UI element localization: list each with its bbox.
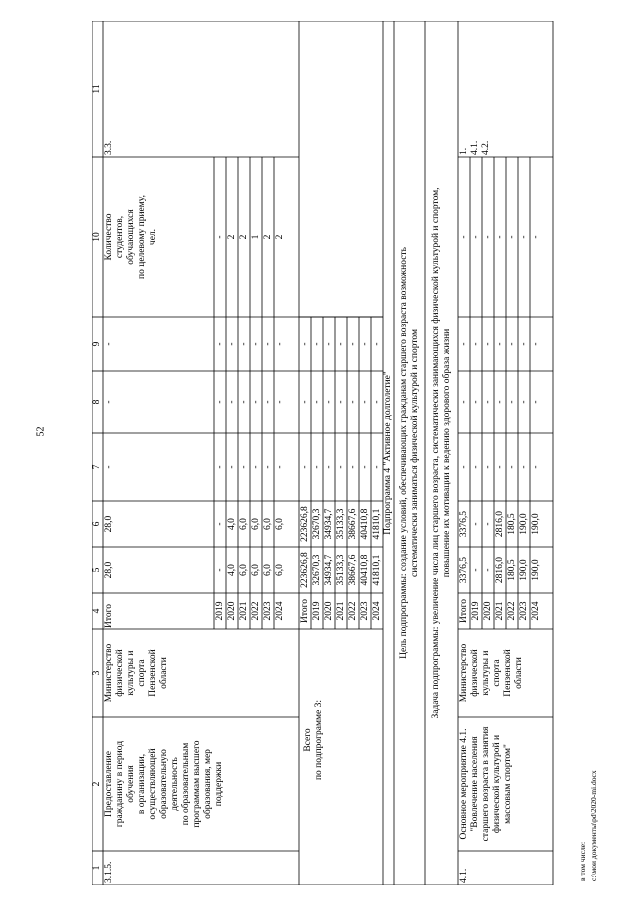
column-number: 7 [92,464,102,470]
row-year: 2020 [324,601,334,621]
value-col7: - [471,465,481,469]
value-col6: - [483,522,493,526]
value-col5: 28,0 [104,561,114,579]
in-that-number-label: в том числе: [578,841,587,881]
column-number: 6 [92,521,102,527]
value-col6: 41810,1 [372,508,382,540]
value-col9: - [519,342,529,346]
row-year: 2019 [215,601,225,621]
row-year: 2024 [372,601,382,621]
row-year: 2022 [348,601,358,621]
value-col8: - [104,400,114,404]
value-col8: - [495,400,505,404]
row-reference: 3.3. [104,140,114,155]
value-col8: - [372,400,382,404]
value-col6: 35133,3 [336,508,346,540]
value-col5: 34934,7 [324,554,334,586]
value-col5: 6,0 [239,564,249,576]
value-col7: - [324,465,334,469]
row-year: 2021 [495,601,505,621]
value-col6: 32670,3 [312,508,322,540]
value-col8: - [275,400,285,404]
value-col6: 6,0 [275,518,285,530]
value-col9: - [507,342,517,346]
column-number: 2 [92,781,102,787]
value-col10: - [519,235,529,239]
value-col9: - [312,342,322,346]
subprogram4-title: Подпрограмма 4 "Активное долголетие" [383,371,393,535]
value-col7: - [372,465,382,469]
value-col7: - [227,465,237,469]
value-col5: 190,0 [531,559,541,581]
value-col8: - [360,400,370,404]
value-col6: 6,0 [263,518,273,530]
value-col5: 6,0 [263,564,273,576]
value-col5: 41810,1 [372,554,382,586]
value-col8: - [519,400,529,404]
value-col6: 34934,7 [324,508,334,540]
value-col5: 223626,8 [300,552,310,588]
row-year: 2020 [227,601,237,621]
value-col9: - [324,342,334,346]
value-col6: 28,0 [104,515,114,533]
value-col9: - [495,342,505,346]
value-col6: - [215,522,225,526]
value-col9: - [215,342,225,346]
value-col8: - [215,400,225,404]
subprogram-task: Задача подпрограммы: увеличение числа лиц старшего возраста, систематически занимающихся физической культурой и спортом, повышение их мотивации к ведению здорового образа жизни [431,187,452,719]
value-col6: 3376,5 [459,510,469,538]
value-col6: 190,0 [531,513,541,535]
value-col9: - [483,342,493,346]
value-col10: - [215,235,225,239]
value-col10: - [483,235,493,239]
rotated-page-content [92,21,602,885]
value-col6: 40410,8 [360,508,370,540]
column-number: 4 [92,608,102,614]
value-col9: - [300,342,310,346]
value-col9: - [360,342,370,346]
value-col9: - [471,342,481,346]
row-year: Итого [104,603,114,628]
value-col10: 2 [227,234,237,240]
row-year: 2021 [336,601,346,621]
value-col7: - [459,465,469,469]
row-indicator: Количество студентов, обучающихся по целевому приему, чел. [104,195,158,279]
value-col8: - [348,400,358,404]
value-col9: - [348,342,358,346]
value-col6: 38667,6 [348,508,358,540]
value-col10: - [507,235,517,239]
value-col8: - [251,400,261,404]
value-col8: - [336,400,346,404]
value-col7: - [275,465,285,469]
value-col10: - [471,235,481,239]
row-year: 2024 [531,601,541,621]
value-col7: - [251,465,261,469]
value-col9: - [239,342,249,346]
value-col7: - [519,465,529,469]
value-col8: - [471,400,481,404]
row-year: 2019 [471,601,481,621]
value-col7: - [215,465,225,469]
row-title: Предоставление гражданину в период обучения в организации, осуществляющей образовательную деятельность по образовательным программам высшего образования, мер поддержки [104,740,224,828]
row-title: Основное мероприятие 4.1. "Вовлечение населения старшего возраста в занятия физической культурой и массовым спортом" [459,726,513,842]
value-col7: - [507,465,517,469]
value-col10: - [459,235,469,239]
value-col10: 1 [251,234,261,240]
value-col10: 2 [263,234,273,240]
column-number: 8 [92,399,102,405]
file-path-footer: c:\мои документы\pd\2020-mi.docx [589,770,598,881]
page-number: 52 [35,426,47,437]
value-col10: - [531,235,541,239]
value-col9: - [275,342,285,346]
row-executor: Министерство физической культуры и спорта Пензенской области [104,643,169,703]
value-col5: 190,0 [519,559,529,581]
value-col7: - [495,465,505,469]
row-year: Итого [300,598,310,624]
value-col5: 180,5 [507,559,517,581]
subprogram3-total-label: Всего по подпрограмме 3: [303,699,324,781]
value-col6: 4,0 [227,518,237,530]
column-number: 10 [92,232,102,242]
row-year: 2023 [360,601,370,621]
value-col8: - [507,400,517,404]
value-col6: - [471,522,481,526]
value-col6: 190,0 [519,513,529,535]
row-year: 2022 [251,601,261,621]
row-executor: Министерство физической культуры и спорта Пензенской области [459,643,524,703]
value-col7: - [312,465,322,469]
column-number: 9 [92,341,102,347]
value-col8: - [459,400,469,404]
value-col7: - [300,465,310,469]
value-col10: 2 [239,234,249,240]
value-col9: - [372,342,382,346]
value-col9: - [459,342,469,346]
value-col5: - [215,568,225,572]
row-reference: 1. 4.1. 4.2. [459,140,491,155]
value-col6: 223626,8 [300,506,310,542]
value-col6: 6,0 [239,518,249,530]
value-col7: - [483,465,493,469]
column-number: 11 [92,84,102,94]
value-col5: 6,0 [251,564,261,576]
value-col9: - [531,342,541,346]
value-col6: 180,5 [507,513,517,535]
value-col7: - [531,465,541,469]
value-col7: - [263,465,273,469]
row-year: 2021 [239,601,249,621]
row-code: 4.1. [459,868,469,883]
value-col5: 35133,3 [336,554,346,586]
row-year: 2024 [275,601,285,621]
value-col5: 4,0 [227,564,237,576]
row-code: 3.1.5. [104,861,114,883]
value-col5: 3376,5 [459,556,469,584]
value-col7: - [348,465,358,469]
value-col8: - [227,400,237,404]
value-col8: - [300,400,310,404]
value-col7: - [239,465,249,469]
value-col5: - [471,568,481,572]
value-col8: - [312,400,322,404]
row-year: 2020 [483,601,493,621]
value-col7: - [336,465,346,469]
value-col10: 2 [275,234,285,240]
value-col9: - [104,342,114,346]
value-col8: - [483,400,493,404]
value-col5: 38667,6 [348,554,358,586]
column-number: 3 [92,670,102,676]
row-year: Итого [459,598,469,624]
value-col8: - [239,400,249,404]
row-year: 2023 [263,601,273,621]
value-col8: - [263,400,273,404]
value-col9: - [263,342,273,346]
value-col9: - [251,342,261,346]
row-year: 2022 [507,601,517,621]
row-year: 2023 [519,601,529,621]
value-col10: - [495,235,505,239]
value-col5: 2816,0 [495,556,505,584]
value-col7: - [104,465,114,469]
column-number: 1 [92,865,102,871]
value-col5: - [483,568,493,572]
value-col6: 6,0 [251,518,261,530]
column-number: 5 [92,567,102,573]
value-col9: - [336,342,346,346]
row-year: 2019 [312,601,322,621]
value-col7: - [360,465,370,469]
value-col8: - [324,400,334,404]
value-col5: 40410,8 [360,554,370,586]
value-col5: 6,0 [275,564,285,576]
subprogram-goal: Цель подпрограммы: создание условий, обеспечивающих гражданам старшего возраста возможность систематически заниматься физической культурой и спортом [399,247,420,659]
value-col9: - [227,342,237,346]
value-col5: 32670,3 [312,554,322,586]
value-col6: 2816,0 [495,510,505,538]
value-col8: - [531,400,541,404]
